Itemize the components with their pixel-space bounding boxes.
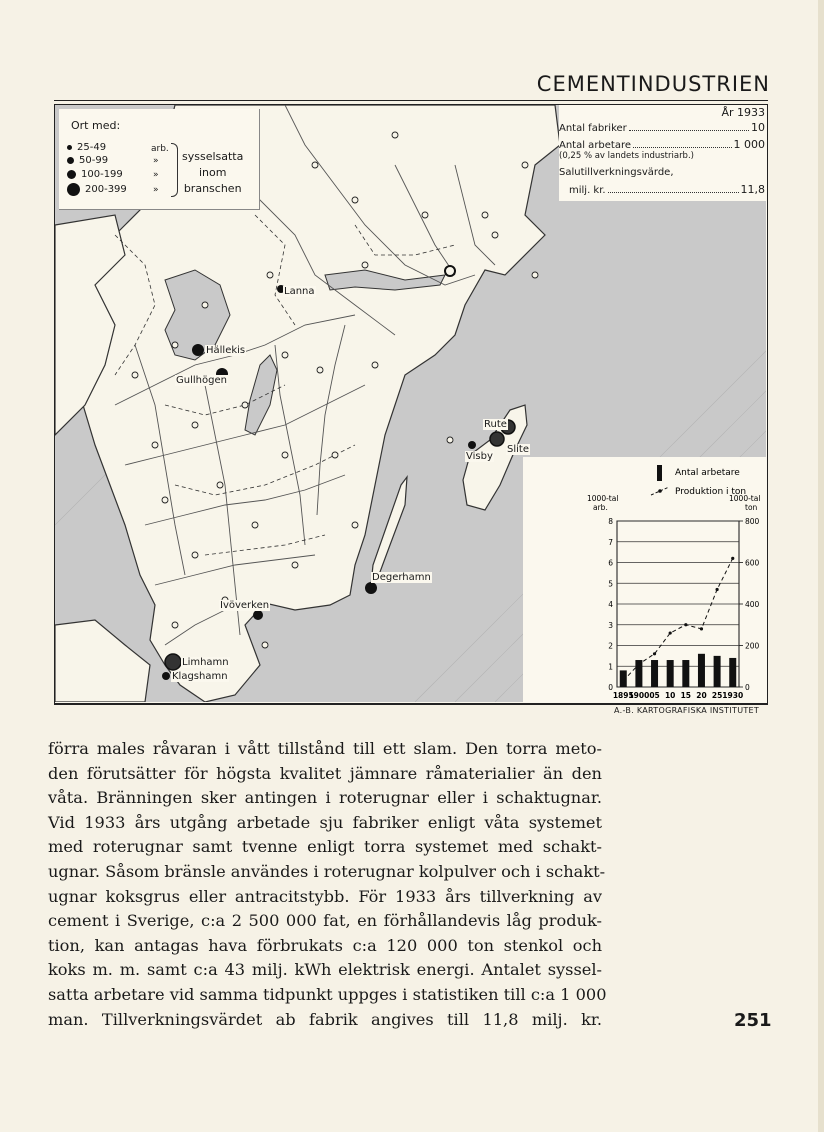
legend-title: Ort med: xyxy=(71,119,121,132)
stat-label: milj. kr. xyxy=(569,185,606,196)
y-left-tick-label: 0 xyxy=(608,683,613,692)
point-produktion xyxy=(637,663,640,666)
legend-range: 100-199 xyxy=(81,169,123,180)
legend-desc-line: inom xyxy=(198,165,227,179)
body-line: ugnar. Såsom bränsle användes i roterugnar kolpulver och i schakt- xyxy=(48,861,606,881)
left-axis-label: arb. xyxy=(593,503,608,512)
right-axis-label: 1000-tal xyxy=(729,494,761,503)
town-label-degerhamn: Degerhamn xyxy=(372,572,431,583)
chart-panel xyxy=(523,457,767,703)
point-produktion xyxy=(700,627,703,630)
x-tick-label: 10 xyxy=(664,691,676,700)
legend-line-label: Produktion i ton xyxy=(675,487,747,497)
title-rule xyxy=(54,100,768,101)
legend-dot-xlarge xyxy=(67,183,80,196)
left-axis-label: 1000-tal xyxy=(587,494,619,503)
town-label-gullhogen: Gullhögen xyxy=(176,375,227,386)
body-line: Vid 1933 års utgång arbetade sju fabriker enligt våta systemet xyxy=(48,812,602,832)
legend-desc-line: branschen xyxy=(183,181,242,195)
legend-brace xyxy=(171,143,178,197)
point-produktion xyxy=(653,652,656,655)
town-label-hallekis: Hällekis xyxy=(206,345,246,356)
legend-ditto: » xyxy=(153,184,159,195)
stat-fabriker xyxy=(559,121,765,134)
right-axis-label: ton xyxy=(745,503,758,512)
x-tick-label: 1900 xyxy=(628,691,650,700)
y-left-tick-label: 7 xyxy=(608,537,613,547)
stat-label: Antal arbetare xyxy=(559,140,632,151)
point-produktion xyxy=(622,679,625,682)
y-left-tick-label: 1 xyxy=(608,662,613,672)
bar-arbetare xyxy=(682,660,689,687)
y-left-tick-label: 4 xyxy=(608,600,613,609)
body-line: man. Tillverkningsvärdet ab fabrik angives till 11,8 milj. kr. xyxy=(48,1009,602,1029)
y-right-tick-label: 600 xyxy=(745,558,760,568)
point-produktion xyxy=(716,588,719,591)
legend-row-4 xyxy=(67,183,159,197)
y-left-tick-label: 3 xyxy=(608,620,613,630)
body-line: med roterugnar samt tvenne enligt torra systemet med schakt- xyxy=(48,837,602,857)
dot-leader xyxy=(629,130,749,131)
legend-description xyxy=(182,149,243,197)
y-right-tick-label: 200 xyxy=(745,641,760,651)
legend-dot-medium xyxy=(67,157,74,164)
body-line: tion, kan antagas hava förbrukats c:a 120 000 ton stenkol och xyxy=(48,935,602,955)
legend-range: 200-399 xyxy=(85,184,127,195)
legend-dot-small xyxy=(67,145,72,150)
x-tick-label: 1895 xyxy=(612,691,634,700)
town-label-rute: Rute xyxy=(484,419,507,430)
town-label-lanna: Lanna xyxy=(284,286,315,297)
legend-bar-swatch xyxy=(657,465,662,481)
legend-desc-line: sysselsatta xyxy=(182,150,244,163)
page-edge xyxy=(818,0,824,1132)
y-left-tick-label: 2 xyxy=(608,641,613,651)
legend-range: 50-99 xyxy=(79,155,109,166)
y-right-tick-label: 800 xyxy=(745,517,760,526)
figure-bottom-rule xyxy=(54,704,768,705)
legend-ditto: » xyxy=(153,155,159,166)
legend-line-dot xyxy=(658,489,662,493)
body-line: cement i Sverige, c:a 2 500 000 fat, en förhållandevis låg produk- xyxy=(48,911,602,931)
legend-dot-large xyxy=(67,170,76,179)
legend-row-1 xyxy=(67,141,106,155)
stat-arbetare-note: (0,25 % av landets industriarb.) xyxy=(559,151,694,161)
stats-year: År 1933 xyxy=(721,106,765,119)
stat-arbetare xyxy=(559,138,765,151)
x-tick-label: 05 xyxy=(649,691,660,700)
bar-arbetare xyxy=(714,656,721,687)
x-tick-label: 20 xyxy=(696,691,707,700)
stat-value: 1 000 xyxy=(733,138,765,151)
body-line: våta. Bränningen sker antingen i roterugnar eller i schaktugnar. xyxy=(48,788,602,808)
chart-svg xyxy=(523,457,767,703)
town-label-limhamn: Limhamn xyxy=(182,657,229,668)
town-label-ivoverken: Ivöverken xyxy=(220,600,270,611)
body-text xyxy=(48,737,607,1032)
body-line: ugnar koksgrus eller antracitstybb. För 1933 års tillverkning av xyxy=(48,886,602,906)
legend-bar-label: Antal arbetare xyxy=(675,468,740,478)
body-line: koks m. m. samt c:a 43 milj. kWh elektrisk energi. Antalet syssel- xyxy=(48,960,602,980)
bar-arbetare xyxy=(667,660,674,687)
stat-value: 10 xyxy=(751,121,765,134)
body-line: satta arbetare vid samma tidpunkt uppges i statistiken till c:a 1 000 xyxy=(48,984,607,1004)
page-number: 251 xyxy=(734,1010,772,1031)
bar-arbetare xyxy=(698,654,705,687)
point-produktion xyxy=(684,623,687,626)
body-line: förra males råvaran i vått tillstånd till ett slam. Den torra meto- xyxy=(48,739,602,758)
x-tick-label: 25 xyxy=(711,691,723,700)
map-legend xyxy=(59,109,260,210)
legend-row-3 xyxy=(67,168,159,182)
y-right-tick-label: 0 xyxy=(745,683,750,692)
town-label-visby: Visby xyxy=(466,451,493,462)
stat-label: Antal fabriker xyxy=(559,123,627,134)
dot-leader xyxy=(608,192,739,193)
y-left-tick-label: 5 xyxy=(608,579,613,589)
stockholm-marker xyxy=(445,266,455,276)
map-figure xyxy=(54,104,768,704)
town-label-klagshamn: Klagshamn xyxy=(172,671,228,682)
credit: A.-B. KARTOGRAFISKA INSTITUTET xyxy=(614,706,760,715)
y-right-tick-label: 400 xyxy=(745,600,760,609)
legend-row-2 xyxy=(67,154,159,168)
point-produktion xyxy=(669,631,672,634)
legend-range: 25-49 xyxy=(77,142,107,153)
body-line: den förutsätter för högsta kvalitet jämnare råmaterialier än den xyxy=(48,763,602,783)
stat-varde xyxy=(569,183,765,196)
dot-leader xyxy=(633,147,731,148)
bar-arbetare xyxy=(651,660,658,687)
town-label-slite: Slite xyxy=(507,444,529,455)
y-left-tick-label: 6 xyxy=(608,558,613,568)
legend-unit: arb. xyxy=(151,144,169,154)
section-title: CEMENTINDUSTRIEN xyxy=(536,72,770,96)
legend-ditto: » xyxy=(153,169,159,180)
x-tick-label: 15 xyxy=(680,691,692,700)
point-produktion xyxy=(731,557,734,560)
bar-arbetare xyxy=(729,658,736,687)
stat-value: 11,8 xyxy=(740,183,765,196)
stats-panel xyxy=(559,105,767,201)
x-tick-label: 1930 xyxy=(722,691,744,700)
y-left-tick-label: 8 xyxy=(608,517,613,526)
stat-varde-label: Salutillverkningsvärde, xyxy=(559,167,674,178)
